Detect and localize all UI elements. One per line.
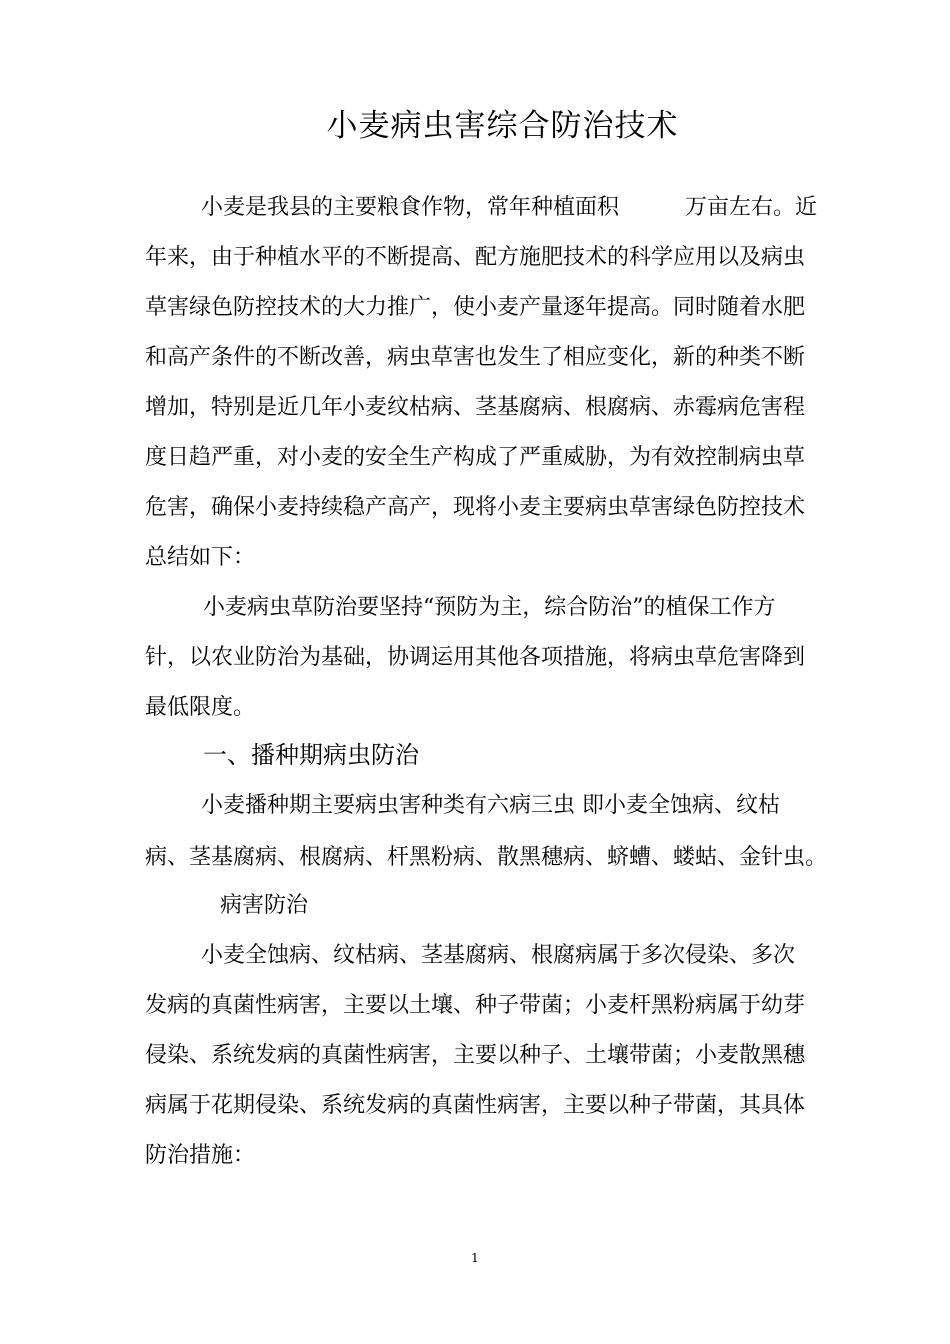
- paragraph-line: 病属于花期侵染、系统发病的真菌性病害，主要以种子带菌，其具体: [145, 1093, 806, 1118]
- paragraph-line: 小麦播种期主要病虫害种类有六病三虫 即小麦全蚀病、纹枯: [201, 793, 780, 818]
- paragraph-line: 总结如下：: [145, 545, 256, 570]
- paragraph-line: 小麦全蚀病、纹枯病、茎基腐病、根腐病属于多次侵染、多次: [201, 943, 796, 968]
- paragraph-line: 侵染、系统发病的真菌性病害，主要以种子、土壤带菌；小麦散黑穗: [145, 1043, 806, 1068]
- paragraph-line: 防治措施：: [145, 1143, 256, 1168]
- paragraph-line: 病、茎基腐病、根腐病、杆黑粉病、散黑穗病、蛴螬、蝼蛄、金针虫。: [145, 845, 828, 870]
- paragraph-line: 危害，确保小麦持续稳产高产，现将小麦主要病虫草害绿色防控技术: [145, 495, 806, 520]
- paragraph-line: 最低限度。: [145, 695, 256, 720]
- paragraph-line: 增加，特别是近几年小麦纹枯病、茎基腐病、根腐病、赤霉病危害程: [145, 395, 806, 420]
- paragraph-line: 发病的真菌性病害，主要以土壤、种子带菌；小麦杆黑粉病属于幼芽: [145, 993, 806, 1018]
- paragraph-line: 和高产条件的不断改善，病虫草害也发生了相应变化，新的种类不断: [145, 345, 806, 370]
- paragraph-line: 小麦是我县的主要粮食作物，常年种植面积 万亩左右。近: [201, 195, 818, 220]
- paragraph-line: 草害绿色防控技术的大力推广，使小麦产量逐年提高。同时随着水肥: [145, 295, 806, 320]
- section-heading: 一、播种期病虫防治: [203, 741, 419, 769]
- document-title: 小麦病虫害综合防治技术: [326, 108, 679, 144]
- paragraph-line: 针，以农业防治为基础，协调运用其他各项措施，将病虫草危害降到: [145, 645, 806, 670]
- paragraph-line: 年来，由于种植水平的不断提高、配方施肥技术的科学应用以及病虫: [145, 245, 806, 270]
- subsection-heading: 病害防治: [220, 893, 309, 918]
- paragraph-line: 度日趋严重，对小麦的安全生产构成了严重威胁，为有效控制病虫草: [145, 445, 806, 470]
- paragraph-line: 小麦病虫草防治要坚持“预防为主，综合防治”的植保工作方: [203, 595, 776, 620]
- page-number: 1: [471, 1251, 479, 1265]
